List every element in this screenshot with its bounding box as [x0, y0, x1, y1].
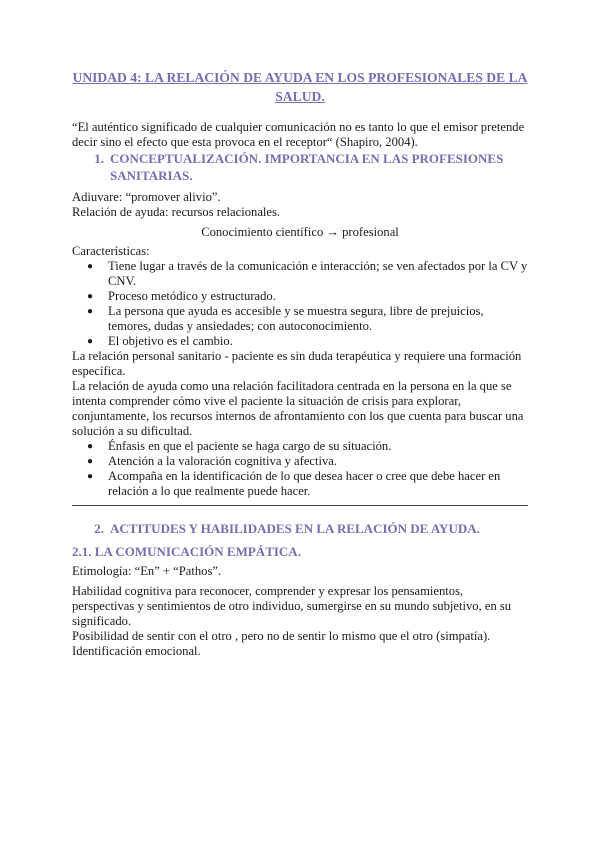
bullet-icon: ● — [86, 291, 94, 302]
etimologia-line: Etimología: “En” + “Pathos”. — [72, 564, 222, 578]
section-2-number: 2. — [94, 521, 104, 536]
bullet-icon: ● — [86, 456, 94, 467]
list-item: ● El objetivo es el cambio. — [72, 334, 528, 349]
bullet-icon: ● — [86, 471, 94, 482]
document-page — [72, 68, 528, 659]
opening-quote: “El auténtico significado de cualquier comunicación no es tanto lo que el emisor pretende decir sino el efecto que esta provoca en el receptor“ (Shapiro, 2004). — [72, 120, 525, 149]
subsection-2-1-heading: 2.1. LA COMUNICACIÓN EMPÁTICA. — [72, 544, 301, 559]
list-item: ● Proceso metódico y estructurado. — [72, 289, 528, 304]
section-2-title: ACTITUDES Y HABILIDADES EN LA RELACIÓN DE AYUDA. — [110, 521, 480, 536]
bullet-icon: ● — [86, 261, 94, 272]
section-divider — [72, 505, 528, 506]
adiuvare-definition: Adiuvare: “promover alivio”. — [72, 190, 221, 204]
bullet-icon: ● — [86, 441, 94, 452]
section-1-number: 1. — [94, 151, 104, 166]
simpatia-paragraph: Posibilidad de sentir con el otro , pero no de sentir lo mismo que el otro (simpatía). — [72, 629, 491, 643]
section-2-heading — [72, 520, 528, 537]
list-item: ● Énfasis en que el paciente se haga cargo de su situación. — [72, 439, 528, 454]
conocimiento-line: Conocimiento científico → profesional — [201, 225, 399, 239]
bullet-icon: ● — [86, 306, 94, 317]
list-item: ● La persona que ayuda es accesible y se muestra segura, libre de prejuicios, temores, dudas y ansiedades; con autoconocimiento. — [72, 304, 528, 334]
list-item: ● Tiene lugar a través de la comunicación e interacción; se ven afectados por la CV y CNV. — [72, 259, 528, 289]
list-item: ● Acompaña en la identificación de lo que desea hacer o cree que debe hacer en relación a lo que realmente puede hacer. — [72, 469, 528, 499]
empatia-definition: Habilidad cognitiva para reconocer, comprender y expresar los pensamientos, perspectivas y sentimientos de otro individuo, sumergirse en su mundo subjetivo, en su significado. — [72, 584, 512, 628]
section-1-heading — [72, 150, 528, 184]
identificacion-line: Identificación emocional. — [72, 644, 201, 658]
document-title: UNIDAD 4: LA RELACIÓN DE AYUDA EN LOS PROFESIONALES DE LA SALUD. — [72, 70, 528, 104]
caracteristicas-label: Características: — [72, 244, 150, 258]
caracteristicas-list — [72, 259, 528, 349]
relacion-facilitadora-paragraph: La relación de ayuda como una relación facilitadora centrada en la persona en la que se intenta comprender cómo vive el paciente la situación de crisis para explorar, conjuntamente, los recursos internos de afrontamiento con los que cuenta para buscar una solución a su dificultad. — [72, 379, 524, 438]
enfasis-list — [72, 439, 528, 499]
section-1-title: CONCEPTUALIZACIÓN. IMPORTANCIA EN LAS PROFESIONES SANITARIAS. — [110, 151, 504, 183]
bullet-icon: ● — [86, 336, 94, 347]
list-item: ● Atención a la valoración cognitiva y afectiva. — [72, 454, 528, 469]
relacion-terapeutica-paragraph: La relación personal sanitario - paciente es sin duda terapéutica y requiere una formación específica. — [72, 349, 522, 378]
relacion-definition: Relación de ayuda: recursos relacionales. — [72, 205, 281, 219]
